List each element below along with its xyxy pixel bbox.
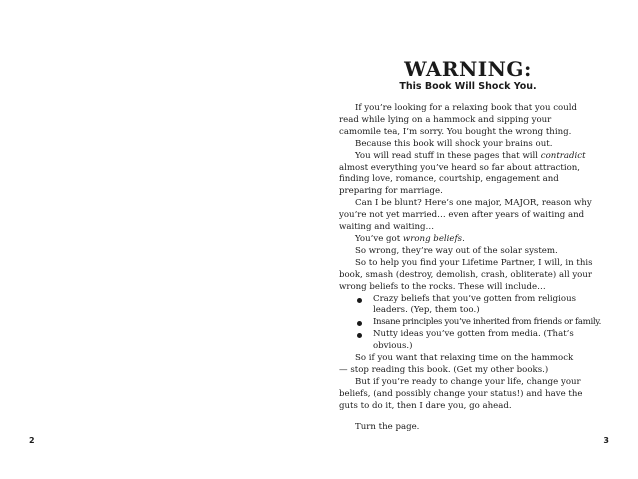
bullet-icon: [357, 321, 362, 326]
text-line: So wrong, they’re way out of the solar system.: [355, 245, 558, 256]
list-item: [339, 294, 597, 318]
paragraph: [339, 151, 597, 199]
page-number-right: 3: [603, 436, 609, 445]
text-line: obvious.): [373, 341, 413, 352]
bullet-icon: [357, 298, 362, 303]
text-line: — stop reading this book. (Get my other books.): [339, 364, 549, 375]
text-line: Crazy beliefs that you’ve gotten from religious: [373, 293, 577, 304]
chapter-subtitle: This Book Will Shock You.: [399, 81, 537, 92]
text-line: beliefs, (and possibly change your status!) and have the: [339, 388, 583, 399]
text-line: preparing for marriage.: [339, 186, 443, 197]
spacer: [339, 413, 597, 422]
text-line: But if you’re ready to change your life, change your: [355, 376, 581, 387]
text-line: finding love, romance, courtship, engagement and: [339, 174, 559, 185]
text-line: So to help you find your Lifetime Partner, I will, in this: [355, 257, 593, 268]
text-line: Can I be blunt? Here’s one major, MAJOR, reason why: [355, 198, 592, 209]
text-line: read while lying on a hammock and sipping your: [339, 114, 552, 125]
text-line: [339, 234, 597, 246]
text-run: .: [462, 233, 465, 244]
paragraph: [339, 234, 597, 246]
text-line: wrong beliefs to the rocks. These will include…: [339, 281, 546, 292]
list-item: [339, 329, 597, 353]
text-line: waiting and waiting…: [339, 222, 435, 233]
text-line: [339, 151, 597, 163]
text-run: You’ve got: [355, 233, 403, 244]
paragraph: [339, 353, 597, 377]
right-page: [319, 0, 638, 479]
text-line: Because this book will shock your brains out.: [355, 138, 553, 149]
text-line: So if you want that relaxing time on the hammock: [355, 353, 574, 364]
emphasis-wrong-beliefs: wrong beliefs: [402, 233, 463, 244]
paragraph: [339, 139, 597, 151]
text-run: You will read stuff in these pages that will: [355, 150, 541, 161]
paragraph: [339, 103, 597, 139]
text-line: camomile tea, I’m sorry. You bought the wrong thing.: [339, 126, 572, 137]
paragraph: [339, 377, 597, 413]
chapter-title: WARNING:: [404, 57, 532, 81]
emphasis-contradict: contradict: [540, 150, 586, 161]
bullet-icon: [357, 333, 362, 338]
text-line: If you’re looking for a relaxing book that you could: [355, 103, 577, 113]
text-line: Nutty ideas you’ve gotten from media. (That’s: [373, 329, 574, 340]
page-number-left: 2: [29, 436, 35, 445]
paragraph: [339, 422, 597, 434]
paragraph: [339, 198, 597, 234]
text-line: leaders. (Yep, them too.): [373, 305, 480, 316]
text-line: book, smash (destroy, demolish, crash, obliterate) all your: [339, 269, 592, 280]
text-line: you’re not yet married… even after years of waiting and: [339, 210, 585, 221]
text-line: Insane principles you’ve inherited from friends or family.: [373, 317, 601, 328]
text-line: Turn the page.: [355, 421, 420, 432]
paragraph: [339, 258, 597, 294]
text-line: almost everything you’ve heard so far about attraction,: [339, 162, 581, 173]
paragraph: [339, 246, 597, 258]
bullet-list: [339, 293, 601, 354]
text-line: guts to do it, then I dare you, go ahead.: [339, 400, 512, 411]
chapter-body: [339, 103, 601, 433]
list-item: [339, 317, 601, 329]
chapter-content: [339, 57, 601, 433]
